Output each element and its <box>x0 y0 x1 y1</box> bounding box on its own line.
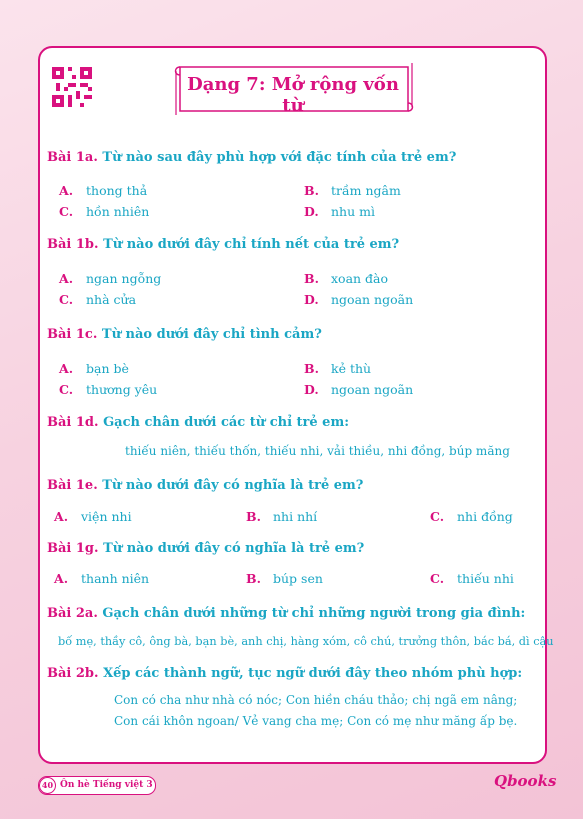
option-a: A. viện nhi <box>54 509 132 524</box>
option-c: C. thiếu nhi <box>430 571 514 586</box>
option-d: D. nhu mì <box>304 204 375 219</box>
option-c: C. thương yêu <box>59 382 158 397</box>
footer-book-tag <box>38 776 156 795</box>
question-heading: Bài 2a. Gạch chân dưới những từ chỉ những người trong gia đình: <box>47 606 526 621</box>
word-list: thiếu niên, thiếu thốn, thiếu nhi, vải thiều, nhi đồng, búp măng <box>125 444 510 458</box>
question-heading: Bài 2b. Xếp các thành ngữ, tục ngữ dưới đây theo nhóm phù hợp: <box>47 666 523 681</box>
option-b: B. kẻ thù <box>304 361 372 376</box>
question-heading: Bài 1e. Từ nào dưới đây có nghĩa là trẻ em? <box>47 478 364 493</box>
option-a: A. bạn bè <box>59 361 129 376</box>
option-a: A. thong thả <box>59 183 148 198</box>
question-heading: Bài 1b. Từ nào dưới đây chỉ tính nết của trẻ em? <box>47 237 400 252</box>
word-list: bố mẹ, thầy cô, ông bà, bạn bè, anh chị, hàng xóm, cô chú, trưởng thôn, bác bá, dì cậu <box>58 635 554 648</box>
option-c: C. nhi đồng <box>430 509 513 524</box>
question-heading: Bài 1d. Gạch chân dưới các từ chỉ trẻ em: <box>47 415 350 430</box>
publisher-logo: Qbooks <box>494 772 557 790</box>
question-heading: Bài 1a. Từ nào sau đây phù hợp với đặc tính của trẻ em? <box>47 150 457 165</box>
option-d: D. ngoan ngoãn <box>304 382 414 397</box>
option-b: B. búp sen <box>246 571 323 586</box>
option-b: B. trầm ngâm <box>304 183 401 198</box>
book-title: Ôn hè Tiếng việt 3 <box>60 780 153 790</box>
question-heading: Bài 1g. Từ nào dưới đây có nghĩa là trẻ em? <box>47 541 365 556</box>
option-a: A. thanh niên <box>54 571 150 586</box>
option-c: C. hồn nhiên <box>59 204 150 219</box>
page-number: 40 <box>39 777 56 794</box>
option-c: C. nhà cửa <box>59 292 137 307</box>
option-b: B. nhi nhí <box>246 509 318 524</box>
question-heading: Bài 1c. Từ nào dưới đây chỉ tình cảm? <box>47 327 322 342</box>
option-a: A. ngan ngỗng <box>59 271 162 286</box>
proverb-line: Con có cha như nhà có nóc; Con hiền cháu thảo; chị ngã em nâng; <box>114 693 518 707</box>
qr-code <box>52 67 92 107</box>
proverb-line: Con cái khôn ngoan/ Vẻ vang cha mẹ; Con có mẹ như măng ấp bẹ. <box>114 714 518 728</box>
option-d: D. ngoan ngoãn <box>304 292 414 307</box>
option-b: B. xoan đào <box>304 271 389 286</box>
page-title: Dạng 7: Mở rộng vốn từ <box>187 74 399 116</box>
